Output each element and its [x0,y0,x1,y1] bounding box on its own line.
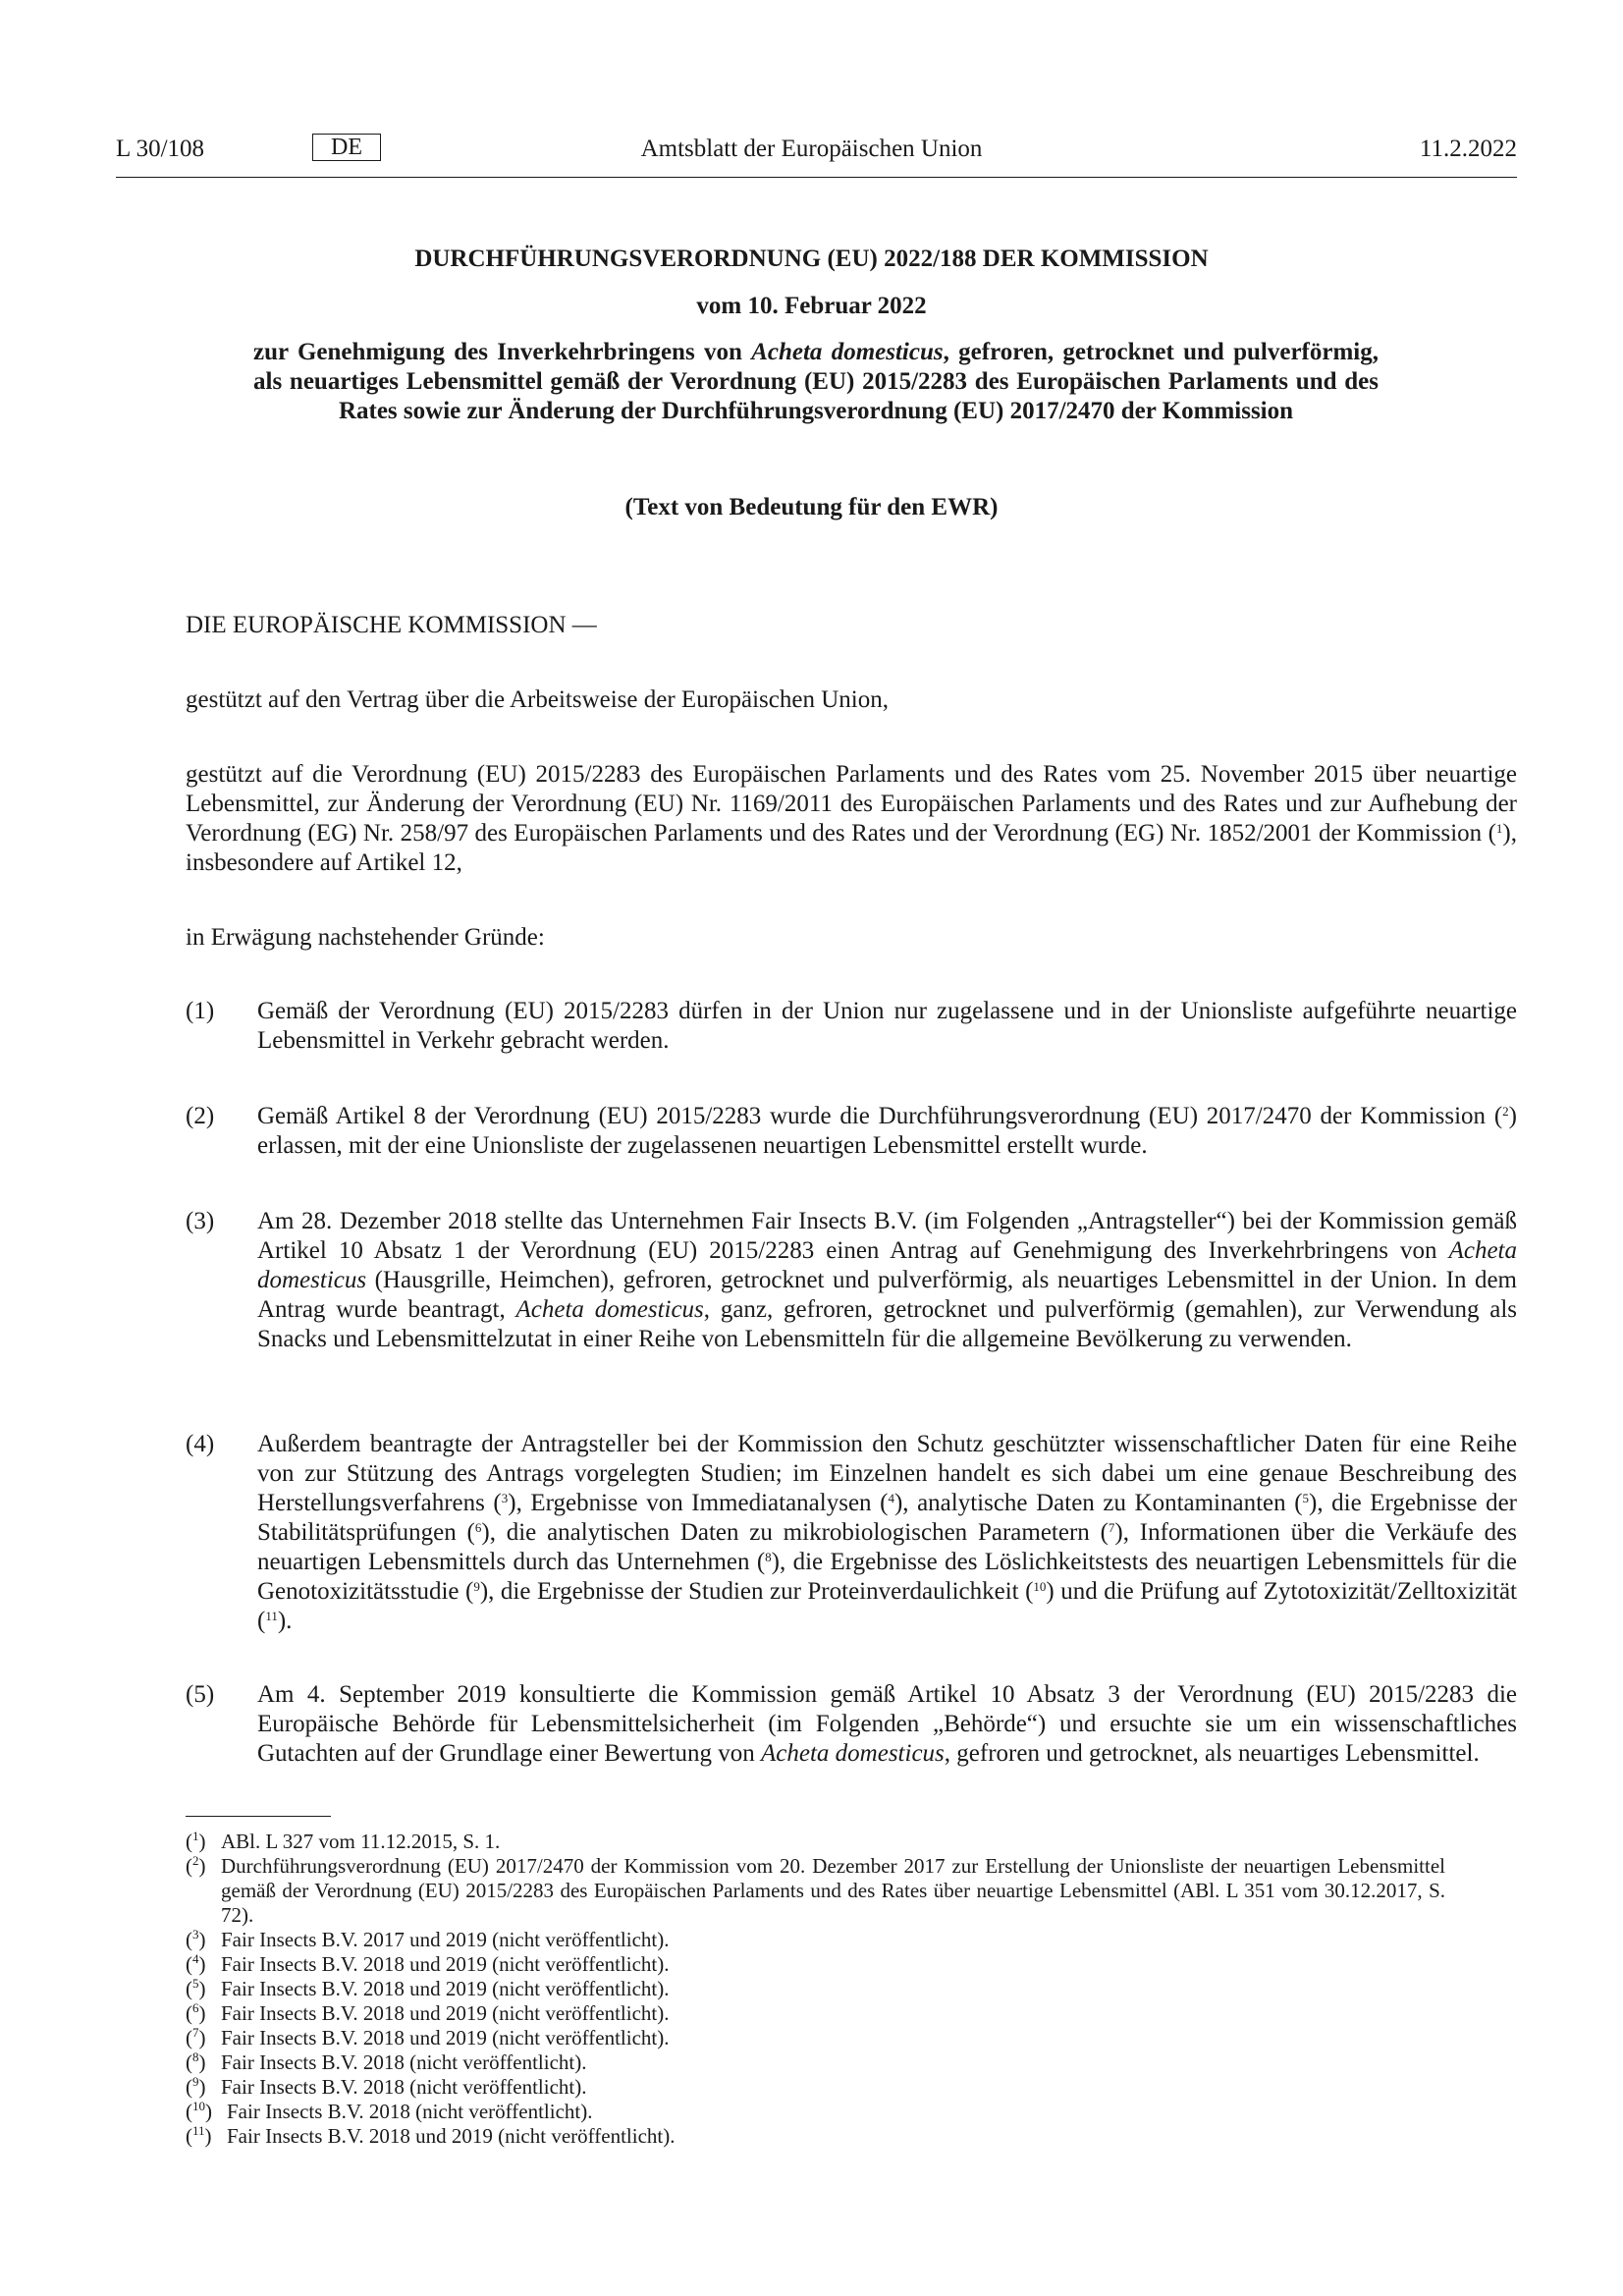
footnote-text: Fair Insects B.V. 2018 und 2019 (nicht veröffentlicht). [221,2026,670,2050]
footnote-ref[interactable]: 11 [265,1609,278,1623]
footnote [186,2075,1445,2100]
footnote [186,1830,1445,1854]
footnote-number: ($^1$) [186,1829,206,1853]
footnote-text: Fair Insects B.V. 2018 und 2019 (nicht veröffentlicht). [221,2001,670,2025]
footnote-text: Fair Insects B.V. 2018 (nicht veröffentlicht). [221,2050,587,2074]
regulation-title: DURCHFÜHRUNGSVERORDNUNG (EU) 2022/188 DER KOMMISSION [414,246,1209,272]
species-name: Acheta domesticus [761,1740,945,1767]
recital-number: (5) [186,1681,215,1708]
page-reference: L 30/108 [116,136,205,162]
footnote-ref[interactable]: 4 [888,1491,894,1505]
footnote-number: ($^5$) [186,1976,206,2000]
footnote-number: ($^8$) [186,2050,206,2074]
regulation-subject: zur Genehmigung des Inverkehrbringens von Acheta domesticus, gefroren, getrocknet und pulverförmig, als neuartiges Lebensmittel gemäß der Verordnung (EU) 2015/2283 des Europäischen Parlaments und des Rates sowie zur Änderung der Durchführungsverordnung (EU) 2017/2470 der Kommission [253,339,1379,424]
footnote-number: ($^7$) [186,2025,206,2050]
recital-number: (1) [186,998,215,1024]
footnote-text: Fair Insects B.V. 2018 und 2019 (nicht veröffentlicht). [227,2124,676,2148]
footnote-text: ABl. L 327 vom 11.12.2015, S. 1. [221,1830,501,1853]
preamble-commission: DIE EUROPÄISCHE KOMMISSION — [186,612,597,638]
footnote [186,1977,1445,2001]
recital-3: Am 28. Dezember 2018 stellte das Unternehmen Fair Insects B.V. (im Folgenden „Antragsteller“) bei der Kommission gemäß Artikel 10 Absatz 1 der Verordnung (EU) 2015/2283 einen Antrag auf Genehmigung des Inverkehrbringens von Acheta domesticus (Hausgrille, Heimchen), gefroren, getrocknet und pulverförmig, als neuartiges Lebensmittel in der Union. In dem Antrag wurde beantragt, Acheta domesticus, ganz, gefroren, getrocknet und pulverförmig (gemahlen), zur Verwendung als Snacks und Lebensmittelzutat in einer Reihe von Lebensmitteln für die allgemeine Bevölkerung zu verwenden. [257,1208,1518,1352]
header-divider [116,177,1517,178]
footnote-ref[interactable]: 6 [474,1520,482,1535]
footnote-ref[interactable]: 9 [473,1579,480,1594]
language-badge: DE [312,134,381,161]
recital-number: (3) [186,1208,215,1234]
footnote [186,2026,1445,2050]
footnote-ref[interactable]: 8 [765,1550,772,1564]
footnote-number: ($^2$) [186,1853,206,1878]
regulation-date: vom 10. Februar 2022 [696,293,927,319]
preamble-regulation: gestützt auf die Verordnung (EU) 2015/2283 des Europäischen Parlaments und des Rates vom 25. November 2015 über neuartige Lebensmittel, zur Änderung der Verordnung (EU) Nr. 1169/2011 des Europäischen Parlaments und des Rates und zur Aufhebung der Verordnung (EG) Nr. 258/97 des Europäischen Parlaments und des Rates und der Verordnung (EG) Nr. 1852/2001 der Kommission ($^1$), insbesondere auf Artikel 12, [186,761,1517,876]
footnote-text: Durchführungsverordnung (EU) 2017/2470 der Kommission vom 20. Dezember 2017 zur Erstellung der Unionsliste der neuartigen Lebensmittel gemäß der Verordnung (EU) 2015/2283 des Europäischen Parlaments und des Rates über neuartige Lebensmittel (ABl. L 351 vom 30.12.2017, S. 72). [221,1854,1445,1927]
footnote-text: Fair Insects B.V. 2018 (nicht veröffentlicht). [227,2100,593,2123]
footnote [186,2001,1445,2026]
footnote [186,1952,1445,1977]
preamble-treaty: gestützt auf den Vertrag über die Arbeitsweise der Europäischen Union, [186,686,889,713]
footnote-ref[interactable]: 1 [1495,821,1503,836]
journal-name: Amtsblatt der Europäischen Union [640,136,983,162]
recital-4: Außerdem beantragte der Antragsteller bei der Kommission den Schutz geschützter wissenschaftlicher Daten für eine Reihe von zur Stützung des Antrags vorgelegten Studien; im Einzelnen handelt es sich dabei um eine genaue Beschreibung des Herstellungsverfahrens ($^3$), Ergebnisse von Immediatanalysen ($^4$), analytische Daten zu Kontaminanten ($^5$), die Ergebnisse der Stabilitätsprüfungen ($^6$), die analytischen Daten zu mikrobiologischen Parametern ($^7$), Informationen über die Verkäufe des neuartigen Lebensmittels durch das Unternehmen ($^8$), die Ergebnisse des Löslichkeitstests des neuartigen Lebensmittels für die Genotoxizitätsstudie ($^9$), die Ergebnisse der Studien zur Proteinverdaulichkeit ($^{10}$) und die Prüfung auf Zytotoxizität/Zelltoxizität ($^{11}$). [257,1431,1518,1634]
footnote [186,1854,1445,1928]
footnote-ref[interactable]: 2 [1502,1104,1509,1119]
eea-relevance: (Text von Bedeutung für den EWR) [624,494,999,520]
footnote-text: Fair Insects B.V. 2017 und 2019 (nicht veröffentlicht). [221,1928,670,1951]
footnote-number: ($^6$) [186,2000,206,2025]
species-name: Acheta domesticus [751,339,944,365]
species-name: Acheta domesticus [257,1237,1517,1293]
recital-number: (2) [186,1103,215,1129]
species-name: Acheta domesticus [515,1296,704,1323]
footnote-number: ($^{10}$) [186,2099,212,2123]
footnote-ref[interactable]: 10 [1033,1579,1047,1594]
recital-2: Gemäß Artikel 8 der Verordnung (EU) 2015/2283 wurde die Durchführungsverordnung (EU) 2017/2470 der Kommission ($^2$) erlassen, mit der eine Unionsliste der zugelassenen neuartigen Lebensmittel erstellt wurde. [257,1103,1517,1159]
footnote-text: Fair Insects B.V. 2018 (nicht veröffentlicht). [221,2075,587,2099]
preamble-whereas: in Erwägung nachstehender Gründe: [186,924,545,951]
footnote-number: ($^3$) [186,1927,206,1951]
footnote [186,2050,1445,2075]
publication-date: 11.2.2022 [1419,136,1517,162]
footnote-text: Fair Insects B.V. 2018 und 2019 (nicht veröffentlicht). [221,1952,670,1976]
recital-5: Am 4. September 2019 konsultierte die Kommission gemäß Artikel 10 Absatz 3 der Verordnung (EU) 2015/2283 die Europäische Behörde für Lebensmittelsicherheit (im Folgenden „Behörde“) und ersuchte sie um ein wissenschaftliches Gutachten auf der Grundlage einer Bewertung von Acheta domesticus, gefroren und getrocknet, als neuartiges Lebensmittel. [257,1681,1517,1767]
footnote-ref[interactable]: 5 [1302,1491,1310,1505]
footnote-divider [186,1816,331,1817]
footnote-ref[interactable]: 7 [1108,1520,1115,1535]
recital-number: (4) [186,1431,215,1457]
footnote-text: Fair Insects B.V. 2018 und 2019 (nicht veröffentlicht). [221,1977,670,2000]
footnote-ref[interactable]: 3 [501,1491,509,1505]
footnote-number: ($^9$) [186,2074,206,2099]
recital-1: Gemäß der Verordnung (EU) 2015/2283 dürfen in der Union nur zugelassene und in der Unionsliste aufgeführte neuartige Lebensmittel in Verkehr gebracht werden. [257,998,1517,1054]
footnote [186,2100,1445,2124]
footnote-number: ($^4$) [186,1951,206,1976]
footnote [186,1928,1445,1952]
footnote [186,2124,1445,2149]
footnote-number: ($^{11}$) [186,2123,212,2148]
